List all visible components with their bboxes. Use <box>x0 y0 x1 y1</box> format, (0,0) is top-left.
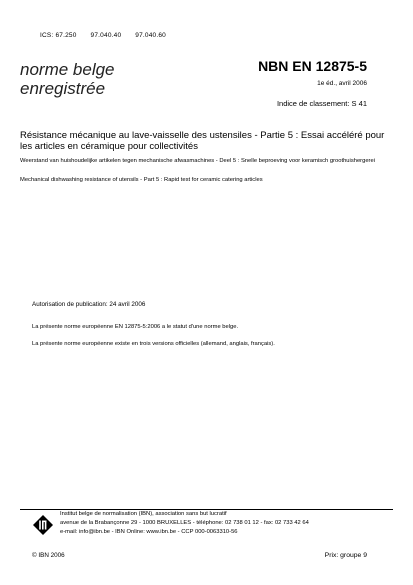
publication-authorization: Autorisation de publication: 24 avril 2006 <box>32 301 146 308</box>
title-french: Résistance mécanique au lave-vaisselle des ustensiles - Partie 5 : Essai accéléré pour les articles en céramique pour collectivités <box>20 130 385 152</box>
ibn-logo-icon <box>33 515 53 535</box>
brand-line-2: enregistrée <box>20 79 106 98</box>
brand-line-1: norme belge <box>20 60 115 79</box>
copyright-notice: © IBN 2006 <box>32 552 65 559</box>
edition-date: 1e éd., avril 2006 <box>317 80 367 87</box>
title-dutch: Weerstand van huishoudelijke artikelen tegen mechanische afwasmachines - Deel 5 : Snelle beproeving voor keramisch groothuishergerei <box>20 158 375 164</box>
ics-code: ICS: 67.250 <box>40 32 77 39</box>
institute-name: Institut belge de normalisation (IBN), association sans but lucratif <box>60 511 227 517</box>
title-english: Mechanical dishwashing resistance of utensils - Part 5 : Rapid test for ceramic catering articles <box>20 177 263 183</box>
classification-index: Indice de classement: S 41 <box>276 99 367 108</box>
footer-divider <box>20 509 393 510</box>
institute-address: avenue de la Brabançonne 29 - 1000 BRUXELLES - téléphone: 02 738 01 12 - fax: 02 733 42 64 <box>60 520 309 526</box>
versions-statement: La présente norme européenne existe en trois versions officielles (allemand, anglais, français). <box>32 341 275 347</box>
ics-codes <box>40 32 178 39</box>
standard-number: NBN EN 12875-5 <box>258 58 367 74</box>
ics-code: 97.040.60 <box>135 32 166 39</box>
status-statement: La présente norme européenne EN 12875-5:2006 a le statut d'une norme belge. <box>32 324 239 330</box>
institute-contact: e-mail: info@ibn.be - IBN Online: www.ibn.be - CCP 000-0063310-56 <box>60 529 238 535</box>
brand-mark <box>20 60 115 98</box>
price-group: Prix: groupe 9 <box>324 552 367 559</box>
ics-code: 97.040.40 <box>90 32 122 39</box>
